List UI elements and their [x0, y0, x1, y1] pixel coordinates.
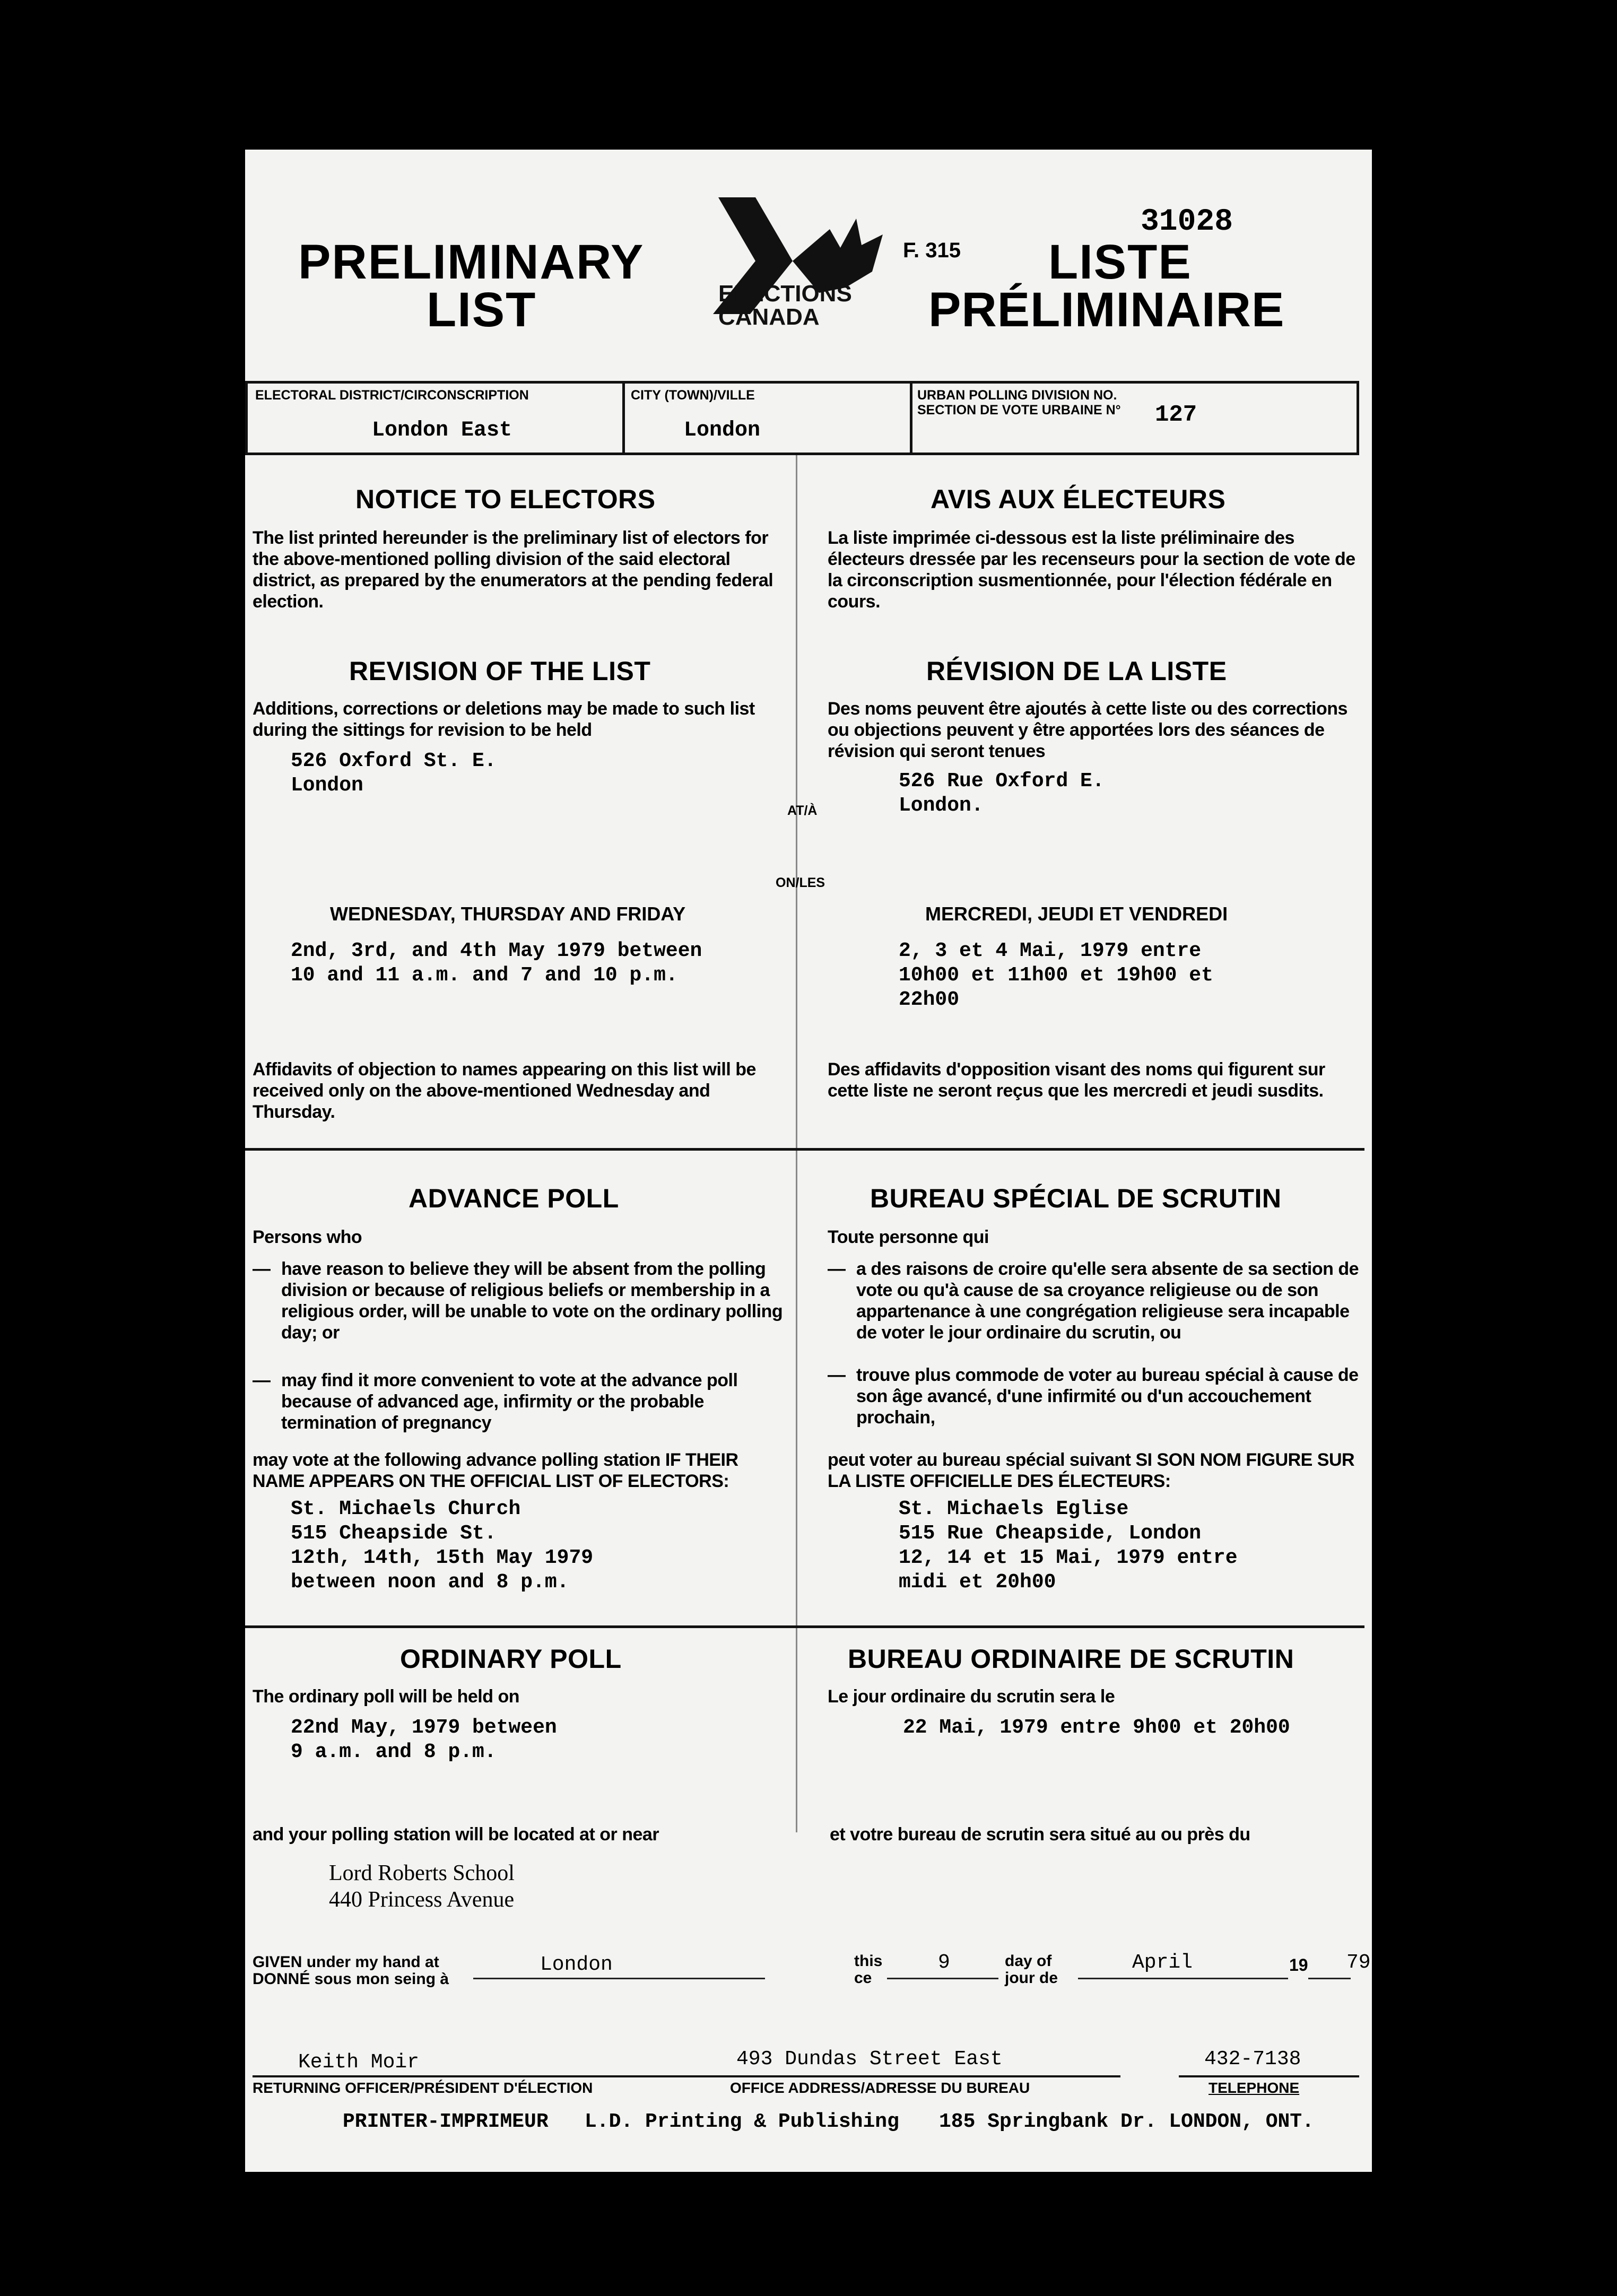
revision-affidavit-fr: Des affidavits d'opposition visant des noms qui figurent sur cette liste ne seront reçus que les mercredi et jeudi susdits.	[828, 1059, 1325, 1101]
advance-poll-bullet2-en-text: may find it more convenient to vote at the advance poll because of advanced age, infirmity or the probable termination of pregnancy	[281, 1370, 738, 1433]
office-address-label: OFFICE ADDRESS/ADRESSE DU BUREAU	[730, 2080, 1030, 2096]
divider-1	[245, 1148, 1364, 1151]
polling-division-label-1: URBAN POLLING DIVISION NO.	[917, 388, 1117, 403]
telephone-number: 432-7138	[1204, 2048, 1301, 2071]
revision-location-fr: 526 Rue Oxford E. London.	[899, 770, 1105, 817]
form-sheet	[245, 150, 1372, 2172]
logo-text-line2: CANADA	[718, 304, 820, 330]
office-address: 493 Dundas Street East	[736, 2048, 1003, 2071]
day-underline	[887, 1978, 998, 1979]
address-underline	[728, 2075, 1120, 2077]
jour-de-label: jour de	[1005, 1969, 1058, 1987]
district-box	[245, 381, 1359, 455]
ordinary-poll-location-en: and your polling station will be located at or near	[253, 1824, 659, 1845]
signature-place: London	[540, 1953, 613, 1976]
printer-address: 185 Springbank Dr. LONDON, ONT.	[939, 2110, 1314, 2133]
advance-poll-bullet1-en-text: have reason to believe they will be absent from the polling division or because of religious beliefs or membership in a religious order, will be unable to vote on the ordinary polling day; or	[281, 1259, 783, 1343]
polling-division-value: 127	[1155, 402, 1197, 428]
city-label: CITY (TOWN)/VILLE	[631, 388, 755, 403]
advance-poll-bullet2-en: — may find it more convenient to vote at the advance poll because of advanced age, infirmity or the probable termination of pregnancy	[253, 1370, 788, 1433]
revision-days-en: WEDNESDAY, THURSDAY AND FRIDAY	[330, 903, 686, 925]
revision-days-fr: MERCREDI, JEUDI ET VENDREDI	[925, 903, 1228, 925]
signature-day: 9	[938, 1951, 950, 1974]
electoral-district-label: ELECTORAL DISTRICT/CIRCONSCRIPTION	[255, 388, 529, 403]
ordinary-poll-location-fr: et votre bureau de scrutin sera situé au ou près du	[830, 1824, 1250, 1845]
notice-title-fr: AVIS AUX ÉLECTEURS	[931, 484, 1226, 514]
advance-poll-intro-en: Persons who	[253, 1227, 362, 1247]
telephone-underline	[1179, 2075, 1359, 2077]
notice-text-fr: La liste imprimée ci-dessous est la liste préliminaire des électeurs dressée par les recenseurs pour la section de vote de la circonscription susmentionnée, pour l'élection fédérale en cours.	[828, 528, 1355, 612]
advance-poll-station-fr: St. Michaels Eglise 515 Rue Cheapside, London 12, 14 et 15 Mai, 1979 entre midi et 20h00	[899, 1498, 1238, 1594]
signature-month: April	[1132, 1951, 1193, 1974]
advance-poll-bullet1-fr-text: a des raisons de croire qu'elle sera absente de sa section de vote ou qu'à cause de sa croyance religieuse ou de son appartenance à une congrégation religieuse sera incapable de voter le jour ordinaire du scrutin, ou	[856, 1259, 1359, 1343]
revision-title-fr: RÉVISION DE LA LISTE	[926, 656, 1227, 686]
advance-poll-bullet2-fr: — trouve plus commode de voter au bureau spécial à cause de son âge avancé, d'une infirmité ou d'un accouchement prochain,	[828, 1364, 1363, 1428]
returning-officer-name: Keith Moir	[298, 2051, 420, 2074]
advance-poll-bullet1-en: — have reason to believe they will be absent from the polling division or because of religious beliefs or membership in a religious order, will be unable to vote on the ordinary polling day; or	[253, 1258, 788, 1343]
revision-affidavit-en: Affidavits of objection to names appearing on this list will be received only on the above-mentioned Wednesday and Thursday.	[253, 1059, 756, 1122]
returning-officer-label: RETURNING OFFICER/PRÉSIDENT D'ÉLECTION	[253, 2080, 593, 2096]
serial-number: 31028	[1141, 205, 1233, 239]
ordinary-poll-date-fr: 22 Mai, 1979 entre 9h00 et 20h00	[903, 1716, 1290, 1739]
form-number: F. 315	[903, 239, 961, 262]
on-label: ON/LES	[776, 875, 825, 890]
ordinary-poll-title-en: ORDINARY POLL	[400, 1644, 622, 1674]
electoral-district-value: London East	[372, 419, 512, 442]
polling-station-address: Lord Roberts School 440 Princess Avenue	[329, 1861, 515, 1912]
this-label: this	[854, 1952, 883, 1970]
month-underline	[1078, 1978, 1288, 1979]
officer-underline	[253, 2075, 730, 2077]
ordinary-poll-text-fr: Le jour ordinaire du scrutin sera le	[828, 1686, 1115, 1707]
revision-location-en: 526 Oxford St. E. London	[291, 750, 497, 797]
title-fr-line1: LISTE	[1048, 235, 1192, 289]
revision-dates-fr: 2, 3 et 4 Mai, 1979 entre 10h00 et 11h00 et 19h00 et 22h00	[899, 940, 1213, 1011]
notice-text-en: The list printed hereunder is the preliminary list of electors for the above-mentioned polling division of the said electoral district, as prepared by the enumerators at the pending federal election.	[253, 528, 773, 612]
title-en-line2: LIST	[427, 283, 537, 337]
revision-text-en: Additions, corrections or deletions may be made to such list during the sittings for revision to be held	[253, 699, 755, 740]
ce-label: ce	[854, 1969, 872, 1987]
given-label-fr: DONNÉ sous mon seing à	[253, 1970, 449, 1988]
printer-label: PRINTER-IMPRIMEUR	[343, 2110, 549, 2133]
place-underline	[473, 1978, 765, 1979]
year-prefix: 19	[1289, 1955, 1308, 1975]
revision-text-fr: Des noms peuvent être ajoutés à cette liste ou des corrections ou objections peuvent y être apportées lors des séances de révision qui seront tenues	[828, 699, 1347, 761]
ordinary-poll-text-en: The ordinary poll will be held on	[253, 1686, 519, 1707]
day-of-label: day of	[1005, 1952, 1052, 1970]
advance-poll-outro-fr: peut voter au bureau spécial suivant SI SON NOM FIGURE SUR LA LISTE OFFICIELLE DES ÉLECTEURS:	[828, 1450, 1355, 1491]
city-value: London	[684, 419, 761, 442]
advance-poll-bullet2-fr-text: trouve plus commode de voter au bureau spécial à cause de son âge avancé, d'une infirmité ou d'un accouchement prochain,	[856, 1365, 1359, 1428]
advance-poll-intro-fr: Toute personne qui	[828, 1227, 989, 1247]
year-suffix: 79	[1346, 1951, 1371, 1974]
at-label: AT/À	[787, 803, 818, 818]
advance-poll-outro-en: may vote at the following advance polling station IF THEIR NAME APPEARS ON THE OFFICIAL LIST OF ELECTORS:	[253, 1450, 738, 1491]
revision-dates-en: 2nd, 3rd, and 4th May 1979 between 10 and 11 a.m. and 7 and 10 p.m.	[291, 940, 702, 987]
advance-poll-station-en: St. Michaels Church 515 Cheapside St. 12th, 14th, 15th May 1979 between noon and 8 p.m.	[291, 1498, 594, 1594]
year-underline	[1308, 1978, 1351, 1979]
given-label-en: GIVEN under my hand at	[253, 1953, 439, 1971]
logo-text-line1: ELECTIONS	[718, 281, 852, 307]
revision-title-en: REVISION OF THE LIST	[349, 656, 651, 686]
polling-division-label-2: SECTION DE VOTE URBAINE N°	[917, 403, 1121, 418]
printer-name: L.D. Printing & Publishing	[585, 2110, 899, 2133]
title-fr-line2: PRÉLIMINAIRE	[928, 283, 1285, 337]
advance-poll-title-en: ADVANCE POLL	[408, 1184, 619, 1213]
ordinary-poll-title-fr: BUREAU ORDINAIRE DE SCRUTIN	[848, 1644, 1294, 1674]
title-en-line1: PRELIMINARY	[298, 235, 645, 289]
elections-canada-logo	[713, 197, 883, 335]
advance-poll-title-fr: BUREAU SPÉCIAL DE SCRUTIN	[870, 1184, 1282, 1213]
advance-poll-bullet1-fr: — a des raisons de croire qu'elle sera absente de sa section de vote ou qu'à cause de sa croyance religieuse ou de son appartenance à une congrégation religieuse sera incapable de voter le jour ordinaire du scrutin, ou	[828, 1258, 1363, 1343]
notice-title-en: NOTICE TO ELECTORS	[355, 484, 656, 514]
telephone-label: TELEPHONE	[1209, 2080, 1300, 2096]
ordinary-poll-date-en: 22nd May, 1979 between 9 a.m. and 8 p.m.	[291, 1716, 557, 1763]
divider-2	[245, 1625, 1364, 1628]
